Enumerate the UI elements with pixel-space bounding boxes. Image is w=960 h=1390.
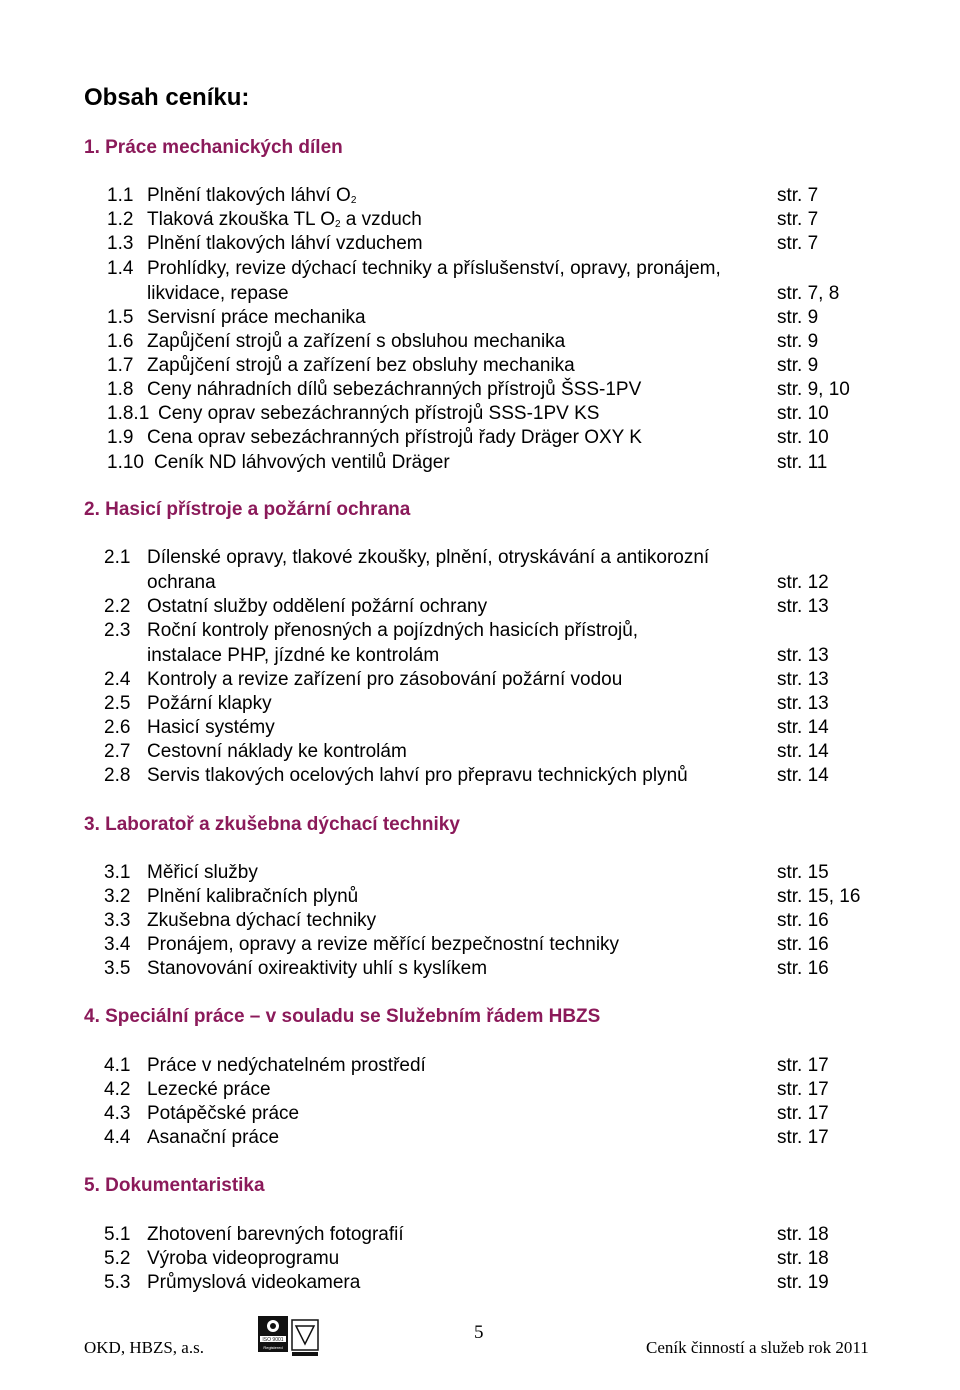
item-page: str. 14 — [777, 717, 829, 738]
item-text: Servis tlakových ocelových lahví pro přepravu technických plynů — [147, 765, 688, 786]
item-number: 2.6 — [104, 717, 131, 738]
logo-registered-text: Registered — [263, 1345, 283, 1350]
item-number: 5.2 — [104, 1248, 131, 1269]
item-number: 2.8 — [104, 765, 131, 786]
item-page: str. 15 — [777, 862, 829, 883]
item-number: 4.1 — [104, 1055, 131, 1076]
item-text: Lezecké práce — [147, 1079, 271, 1100]
item-number: 4.3 — [104, 1103, 131, 1124]
section-heading-5: 5. Dokumentaristika — [84, 1175, 265, 1196]
item-page: str. 16 — [777, 934, 829, 955]
item-number: 1.1 — [107, 185, 134, 206]
item-page: str. 17 — [777, 1127, 829, 1148]
item-page: str. 12 — [777, 572, 829, 593]
item-page: str. 7 — [777, 233, 819, 254]
item-number: 1.10 — [107, 452, 144, 473]
logo-iso-text: ISO 9001 — [262, 1337, 284, 1343]
item-number: 4.4 — [104, 1127, 131, 1148]
item-page: str. 13 — [777, 596, 829, 617]
item-number: 3.2 — [104, 886, 131, 907]
item-page: str. 16 — [777, 910, 829, 931]
item-page: str. 10 — [777, 403, 829, 424]
item-text: Pronájem, opravy a revize měřící bezpečnostní techniky — [147, 934, 620, 955]
item-page: str. 14 — [777, 741, 829, 762]
item-text: Ceny náhradních dílů sebezáchranných přístrojů ŠSS-1PV — [147, 379, 642, 400]
section-heading-1: 1. Práce mechanických dílen — [84, 137, 343, 158]
item-page: str. 7 — [777, 209, 819, 230]
item-page: str. 16 — [777, 958, 829, 979]
item-number: 2.4 — [104, 669, 131, 690]
item-page: str. 17 — [777, 1079, 829, 1100]
item-text: Cestovní náklady ke kontrolám — [147, 741, 407, 762]
item-number: 3.1 — [104, 862, 131, 883]
item-page: str. 7 — [777, 185, 819, 206]
section-heading-4: 4. Speciální práce – v souladu se Služebním řádem HBZS — [84, 1006, 601, 1027]
item-text: Výroba videoprogramu — [147, 1248, 340, 1269]
item-page: str. 15, 16 — [777, 886, 861, 907]
item-number: 1.9 — [107, 427, 134, 448]
item-number: 3.4 — [104, 934, 131, 955]
item-text: Plnění tlakových láhví vzduchem — [147, 233, 423, 254]
item-text: Prohlídky, revize dýchací techniky a příslušenství, opravy, pronájem, — [147, 258, 721, 279]
item-page: str. 10 — [777, 427, 829, 448]
item-number: 1.3 — [107, 233, 134, 254]
item-page: str. 19 — [777, 1272, 829, 1293]
item-number: 2.3 — [104, 620, 131, 641]
item-text: Cena oprav sebezáchranných přístrojů řady Dräger OXY K — [147, 427, 642, 448]
item-text: Plnění kalibračních plynů — [147, 886, 359, 907]
item-number: 3.5 — [104, 958, 131, 979]
item-text: Servisní práce mechanika — [147, 307, 366, 328]
section-heading-2: 2. Hasicí přístroje a požární ochrana — [84, 499, 411, 520]
item-text: Průmyslová videokamera — [147, 1272, 361, 1293]
page-number: 5 — [474, 1322, 484, 1343]
item-number: 2.2 — [104, 596, 131, 617]
item-text: Hasicí systémy — [147, 717, 275, 738]
item-number: 1.5 — [107, 307, 134, 328]
item-page: str. 13 — [777, 645, 829, 666]
item-text: Práce v nedýchatelném prostředí — [147, 1055, 426, 1076]
item-number: 2.7 — [104, 741, 131, 762]
item-text: Požární klapky — [147, 693, 272, 714]
footer-title: Ceník činností a služeb rok 2011 — [646, 1338, 869, 1357]
item-number: 1.8 — [107, 379, 134, 400]
item-number: 1.4 — [107, 258, 134, 279]
item-page: str. 13 — [777, 669, 829, 690]
item-text-continuation: likvidace, repase — [147, 283, 289, 304]
item-number: 2.5 — [104, 693, 131, 714]
item-number: 3.3 — [104, 910, 131, 931]
item-number: 5.1 — [104, 1224, 131, 1245]
item-page: str. 17 — [777, 1055, 829, 1076]
item-text: Plnění tlakových láhví $O_2$ — [147, 185, 357, 206]
item-number: 1.6 — [107, 331, 134, 352]
item-number: 1.8.1 — [107, 403, 150, 424]
certification-logo-icon — [258, 1316, 320, 1358]
item-page: str. 17 — [777, 1103, 829, 1124]
item-text: Stanovování oxireaktivity uhlí s kyslíkem — [147, 958, 488, 979]
item-text: Ceník ND láhvových ventilů Dräger — [154, 452, 450, 473]
footer-company: OKD, HBZS, a.s. — [84, 1338, 204, 1357]
item-number: 1.2 — [107, 209, 134, 230]
item-text: Zkušebna dýchací techniky — [147, 910, 377, 931]
item-page: str. 9 — [777, 355, 819, 376]
item-text: Zhotovení barevných fotografií — [147, 1224, 404, 1245]
section-heading-3: 3. Laboratoř a zkušebna dýchací techniky — [84, 814, 460, 835]
item-page: str. 9, 10 — [777, 379, 850, 400]
item-text: Zapůjčení strojů a zařízení bez obsluhy mechanika — [147, 355, 575, 376]
item-text: Roční kontroly přenosných a pojízdných hasicích přístrojů, — [147, 620, 639, 641]
item-text: Ceny oprav sebezáchranných přístrojů SSS-1PV KS — [158, 403, 600, 424]
item-page: str. 13 — [777, 693, 829, 714]
item-number: 4.2 — [104, 1079, 131, 1100]
item-number: 2.1 — [104, 547, 131, 568]
item-number: 1.7 — [107, 355, 134, 376]
item-text: Asanační práce — [147, 1127, 280, 1148]
item-text: Zapůjčení strojů a zařízení s obsluhou mechanika — [147, 331, 566, 352]
item-page: str. 9 — [777, 307, 819, 328]
item-page: str. 18 — [777, 1248, 829, 1269]
item-text-continuation: ochrana — [147, 572, 216, 593]
item-text: Dílenské opravy, tlakové zkoušky, plnění, otryskávání a antikorozní — [147, 547, 710, 568]
item-page: str. 7, 8 — [777, 283, 840, 304]
item-text: Ostatní služby oddělení požární ochrany — [147, 596, 488, 617]
item-page: str. 14 — [777, 765, 829, 786]
item-page: str. 18 — [777, 1224, 829, 1245]
item-text: Tlaková zkouška TL $O_2$ a vzduch — [147, 209, 422, 230]
item-page: str. 9 — [777, 331, 819, 352]
item-text: Potápěčské práce — [147, 1103, 300, 1124]
item-text-continuation: instalace PHP, jízdné ke kontrolám — [147, 645, 440, 666]
item-page: str. 11 — [777, 452, 828, 473]
item-text: Měřicí služby — [147, 862, 258, 883]
item-number: 5.3 — [104, 1272, 131, 1293]
item-text: Kontroly a revize zařízení pro zásobování požární vodou — [147, 669, 623, 690]
page-title: Obsah ceníku: — [84, 84, 250, 111]
